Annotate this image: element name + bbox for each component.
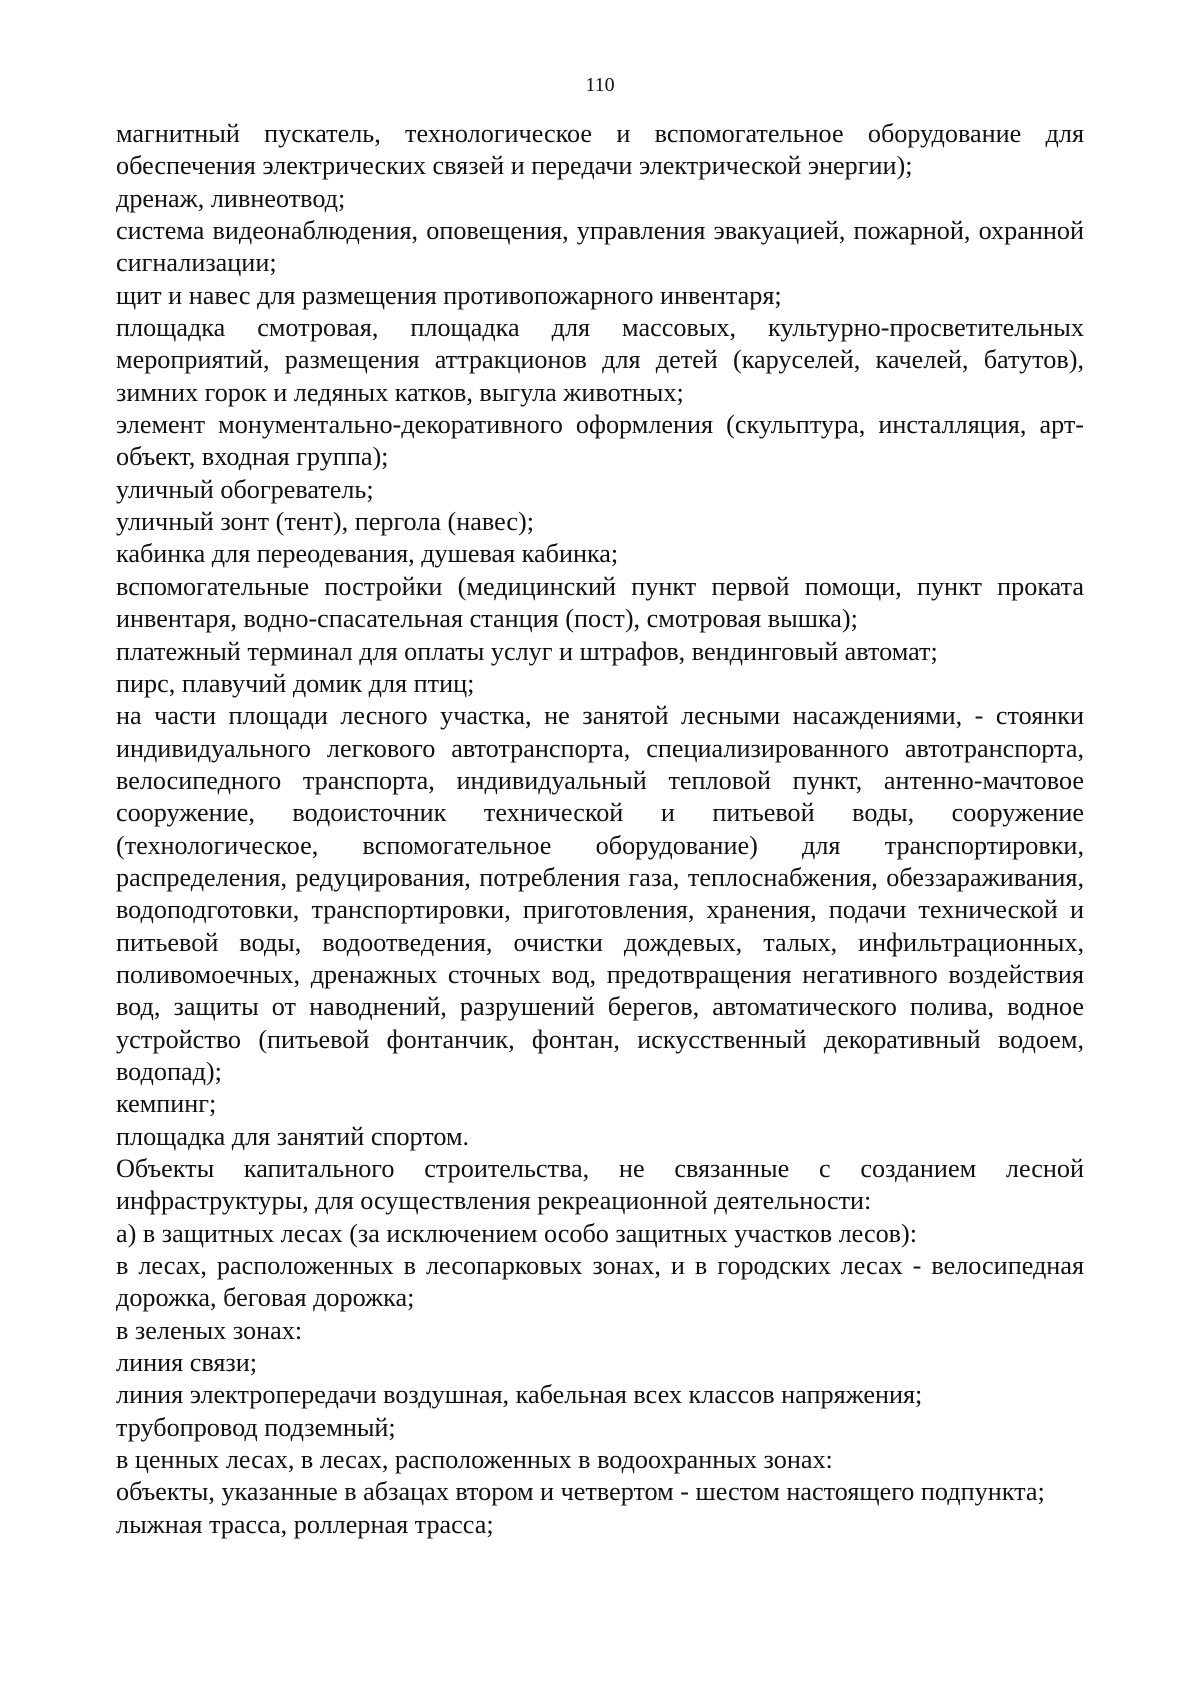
paragraph: линия связи; (116, 1348, 258, 1378)
paragraph: кабинка для переодевания, душевая кабинка; (116, 539, 619, 569)
paragraph: вспомогательные постройки (медицинский пункт первой помощи, пункт проката инвентаря, водно-спасательная станция (пост), смотровая вышка); (116, 571, 1084, 634)
paragraph: объекты, указанные в абзацах втором и четвертом - шестом настоящего подпункта; (116, 1477, 1045, 1507)
paragraph: площадка для занятий спортом. (116, 1121, 470, 1151)
paragraph: в зеленых зонах: (116, 1315, 303, 1345)
paragraph: трубопровод подземный; (116, 1412, 396, 1442)
document-body (116, 118, 1084, 1541)
paragraph: платежный терминал для оплаты услуг и штрафов, вендинговый автомат; (116, 636, 938, 666)
paragraph: элемент монументально-декоративного оформления (скульптура, инсталляция, арт-объект, входная группа); (116, 410, 1084, 472)
paragraph: кемпинг; (116, 1089, 217, 1119)
paragraph: дренаж, ливнеотвод; (116, 183, 346, 213)
paragraph: система видеонаблюдения, оповещения, управления эвакуацией, пожарной, охранной сигнализации; (116, 216, 1084, 278)
paragraph: в ценных лесах, в лесах, расположенных в водоохранных зонах: (116, 1445, 833, 1475)
paragraph: уличный зонт (тент), пергола (навес); (116, 507, 534, 537)
paragraph: уличный обогреватель; (116, 474, 374, 504)
paragraph: пирс, плавучий домик для птиц; (116, 668, 475, 698)
page-number: 110 (585, 74, 615, 96)
paragraph: щит и навес для размещения противопожарного инвентаря; (116, 280, 782, 310)
paragraph: в лесах, расположенных в лесопарковых зонах, и в городских лесах - велосипедная дорожка, беговая дорожка; (116, 1251, 1084, 1313)
paragraph: линия электропередачи воздушная, кабельная всех классов напряжения; (116, 1380, 923, 1410)
paragraph: площадка смотровая, площадка для массовых, культурно-просветительных мероприятий, размещения аттракционов для детей (каруселей, качелей, батутов), зимних горок и ледяных катков, выгула животных; (116, 313, 1084, 407)
paragraph: Объекты капитального строительства, не связанные с созданием лесной инфраструктуры, для осуществления рекреационной деятельности: (116, 1154, 1084, 1216)
paragraph: а) в защитных лесах (за исключением особо защитных участков лесов): (116, 1218, 918, 1248)
paragraph: лыжная трасса, роллерная трасса; (116, 1509, 494, 1539)
paragraph: на части площади лесного участка, не занятой лесными насаждениями, - стоянки индивидуального легкового автотранспорта, специализированного автотранспорта, велосипедного транспорта, индивидуальный тепловой пункт, антенно-мачтовое сооружение, водоисточник технической и питьевой воды, сооружение (технологическое, вспомогательное оборудование) для транспортировки, распределения, редуцирования, потребления газа, теплоснабжения, обеззараживания, водоподготовки, транспортировки, приготовления, хранения, подачи технической и питьевой воды, водоотведения, очистки дождевых, талых, инфильтрационных, поливомоечных, дренажных сточных вод, предотвращения негативного воздействия вод, защиты от наводнений, разрушений берегов, автоматического полива, водное устройство (питьевой фонтанчик, фонтан, искусственный декоративный водоем, водопад); (116, 701, 1084, 1086)
paragraph: магнитный пускатель, технологическое и вспомогательное оборудование для обеспечения электрических связей и передачи электрической энергии); (116, 119, 1084, 181)
